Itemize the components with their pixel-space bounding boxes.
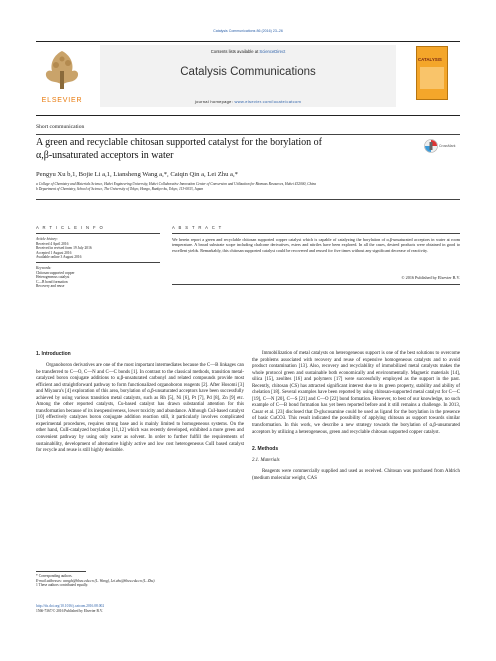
history-revised: Received in revised form 19 July 2016 xyxy=(36,246,92,251)
article-info xyxy=(36,237,160,260)
journal-title: Catalysis Communications xyxy=(180,66,316,78)
history-received: Received 4 April 2016 xyxy=(36,241,69,246)
keywords xyxy=(36,266,160,289)
crossmark-icon xyxy=(424,139,438,153)
materials-paragraph: Reagents were commercially supplied and used as received. Chitosan was purchased from Aldrich (medium molecular weight, CAS xyxy=(252,469,460,481)
footnote-rule xyxy=(36,571,86,572)
affiliation-rule xyxy=(36,199,460,200)
author-list: Pengyu Xu b,1, Bojie Li a,1, Liansheng Wang a,*, Caiqin Qin a, Lei Zhu a,* xyxy=(36,171,238,178)
elsevier-logo xyxy=(36,45,88,97)
banner-rule xyxy=(36,115,460,116)
methods-heading: 2. Methods xyxy=(252,446,279,453)
abstract-rule xyxy=(172,233,460,234)
issn-line: 1566-7367/© 2016 Published by Elsevier B.V. xyxy=(36,608,103,613)
support-paragraph: Immobilization of metal catalysts on heterogeneous support is one of the best solutions to overcome the problems associated with recovery and reuse of expensive homogeneous catalysts and to avoid product contamination [13]. Also, recovery and recyclability of immobilized metal catalysts makes the whole protocol green and sustainable both economically and environmentally. Magnetic materials [14], silica [15], zeolites [16] and polymers [17] were successfully employed as the support in the past. Recently, chitosan (CS) has attracted significant interest due to its green property, stability and ability of chelation [18]. Several examples have been reported by using chitosan-supported metal catalyst for C—C [19], C—N [20], C—S [21] and C—O [22] bond formation. However, to best of our knowledge, no such example of C—B bond formation has yet been reported before and it still remains a challenge. In 2013, Casar et al. [23] disclosed that D-glucosamine could be used as ligand for the borylation in the presence of basic CuCO3. This result indicated the possibility of applying chitosan as support towards similar transformation. In this work, we describe a new strategy towards the borylation of α,β-unsaturated acceptors by utilizing a heterogeneous, green and recyclable chitosan supported copper catalyst. xyxy=(252,351,460,435)
introduction-heading: 1. Introduction xyxy=(36,351,71,357)
cover-title: CATALYSIS xyxy=(418,57,442,62)
footnote-corresponding: * Corresponding authors. xyxy=(36,574,73,578)
keyword-item: Recovery and reuse xyxy=(36,284,65,289)
homepage-label: journal homepage: xyxy=(194,99,234,104)
footnote-equal-contribution: 1 These authors contributed equally. xyxy=(36,583,89,588)
crossmark-badge[interactable] xyxy=(424,137,460,155)
copyright-line: © 2016 Published by Elsevier B.V. xyxy=(401,275,460,280)
abstract-heading: A B S T R A C T xyxy=(172,225,223,230)
intro-paragraph: Organoboron derivatives are one of the most important intermediates because the C—B linkages can be transferred to C—O, C—N and C—C bonds [1]. In contrast to the classical methods, transition metal-catalyzed boron conjugate additions to α,β-unsaturated carbonyl and related compounds provide most efficient and straightforward pathway to form functionalized organoboron reagents [2]. After Hosomi [3] and Miyaura's [4] exploration of this area, borylation of α,β-unsaturated acceptors have been successfully achieved by using various transition metal catalysts, such as Rh [5], Ni [6], Pt [7], Pd [8], Zn [9] etc. Among the other reported catalysts, Cu-based catalyst has drawn substantial attention for this transformation because of its inexpensiveness, lower toxicity and abundance. Although CuI-based catalyst [10] effectively catalyzes boron conjugate addition reaction still, it particularly involves complicated experimental procedures, requires strong base and is mainly limited to homogeneous systems. On the other hand, CuII-catalyzed borylation [11,12] which was recently developed, exhibited a more green and convenient pathway by using only water as solvent. In order to further fulfill the requirements of sustainability, development of alternative highly active and low cost heterogeneous CuII based catalyst for recycle and reuse is still highly desirable. xyxy=(36,363,244,454)
footnote-email: E-mail addresses: wangls@hbeu.edu.cn (L. Wang), Lei.zhu@hbeu.edu.cn (L. Zhu). xyxy=(36,578,156,583)
article-title-line-1: A green and recyclable chitosan supported catalyst for the borylation of xyxy=(36,137,323,148)
article-title-line-2: α,β-unsaturated acceptors in water xyxy=(36,149,174,161)
article-type: Short communication xyxy=(36,124,85,130)
affiliation-a: a College of Chemistry and Materials Science, Hubei Engineering University, Hubei Collaborative Innovation Center of Conversion and Utilization for Biomass Resources, Hubei 432000, China xyxy=(36,182,317,186)
type-rule xyxy=(36,134,460,135)
doi-link[interactable]: http://dx.doi.org/10.1016/j.catcom.2016.08.002 xyxy=(36,604,105,608)
info-rule xyxy=(36,233,160,234)
header-rule xyxy=(36,41,460,42)
sciencedirect-link[interactable]: ScienceDirect xyxy=(259,49,286,54)
journal-reference: Catalysis Communications 86 (2016) 23–26 xyxy=(213,29,283,33)
homepage-link[interactable]: www.elsevier.com/locate/catcom xyxy=(234,99,302,104)
contents-text: Contents lists available at xyxy=(210,49,259,54)
journal-cover xyxy=(416,46,448,100)
article-history-label: Article history: xyxy=(36,237,58,241)
history-online: Available online 3 August 2016 xyxy=(36,255,82,260)
materials-heading: 2.1. Materials xyxy=(252,458,280,464)
keyword-item: C—B bond formation xyxy=(36,279,68,284)
keyword-item: Chitosan supported copper xyxy=(36,270,75,275)
keyword-item: Heterogeneous catalyst xyxy=(36,275,70,280)
footnotes xyxy=(36,574,244,588)
abstract-bottom-rule xyxy=(172,284,460,285)
affiliation-b: b Department of Chemistry, School of Science, The University of Tokyo, Hongo, Bunkyo-ku, Tokyo, 113-0033, Japan xyxy=(36,186,204,191)
publisher-name: ELSEVIER xyxy=(41,97,83,104)
history-accepted: Accepted 1 August 2016 xyxy=(36,250,72,255)
keywords-rule xyxy=(36,262,160,263)
article-info-heading: A R T I C L E I N F O xyxy=(36,225,105,230)
abstract-text: We herein report a green and recyclable chitosan supported copper catalyst which is capable of catalyzing the borylation of α,β-unsaturated acceptors in water at room temperature. A broad substrate scope including chalcone derivatives, esters and nitriles have been explored. In all the cases, desired products were obtained in good to excellent yields. Remarkably, this chitosan supported catalyst could be recovered and reused for five times without any significant decrease of reactivity. xyxy=(172,237,460,253)
keywords-label: Keywords: xyxy=(36,266,52,270)
crossmark-label: CrossMark xyxy=(439,144,456,148)
